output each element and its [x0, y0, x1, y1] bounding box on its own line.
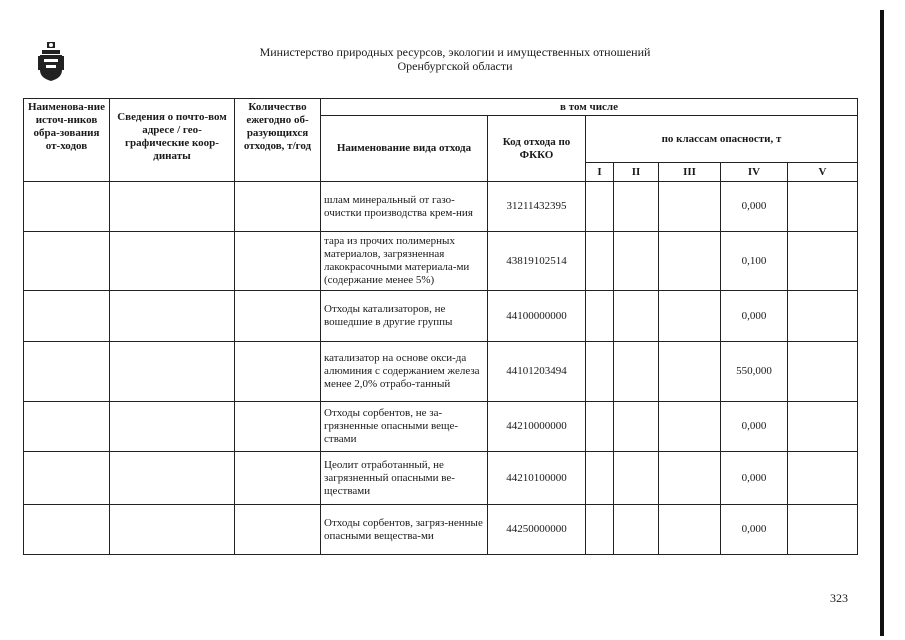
class-iv-value: 0,000 — [721, 402, 788, 452]
waste-name: Цеолит отработанный, не загрязненный опасными ве-ществами — [321, 452, 488, 505]
header-class-iii: III — [659, 163, 721, 182]
table-row — [24, 182, 858, 232]
header-quantity: Количество ежегодно об-разующихся отходов, т/год — [235, 99, 321, 182]
header-waste-name: Наименование вида отхода — [321, 116, 488, 182]
header-class-v: V — [788, 163, 858, 182]
header-source: Наименова-ние источ-ников обра-зования от-ходов — [24, 99, 110, 182]
header-address: Сведения о почто-вом адресе / гео-графические коор-динаты — [110, 99, 235, 182]
header-including: в том числе — [321, 99, 858, 116]
table-row — [24, 452, 858, 505]
waste-name: шлам минеральный от газо-очистки производства крем-ния — [321, 182, 488, 232]
table-row — [24, 232, 858, 291]
header-class-ii: II — [614, 163, 659, 182]
region-name: Оренбургской области — [397, 59, 513, 73]
class-iv-value: 0,000 — [721, 291, 788, 342]
header-hazard-classes: по классам опасности, т — [586, 116, 858, 163]
document-header — [150, 45, 760, 73]
waste-table — [23, 98, 858, 555]
page-edge-rule — [880, 10, 884, 636]
fkko-code: 31211432395 — [488, 182, 586, 232]
table-row — [24, 342, 858, 402]
header-class-i: I — [586, 163, 614, 182]
fkko-code: 43819102514 — [488, 232, 586, 291]
fkko-code: 44210000000 — [488, 402, 586, 452]
coat-of-arms-icon — [38, 42, 64, 82]
waste-name: Отходы сорбентов, не за-грязненные опасными веще-ствами — [321, 402, 488, 452]
header-fkko-code: Код отхода по ФККО — [488, 116, 586, 182]
waste-name: Отходы катализаторов, не вошедшие в другие группы — [321, 291, 488, 342]
ministry-name: Министерство природных ресурсов, экологии и имущественных отношений — [259, 45, 651, 59]
waste-name: катализатор на основе окси-да алюминия с содержанием железа менее 2,0% отрабо-танный — [321, 342, 488, 402]
class-iv-value: 0,000 — [721, 182, 788, 232]
page-number: 323 — [830, 591, 848, 605]
fkko-code: 44101203494 — [488, 342, 586, 402]
class-iv-value: 550,000 — [721, 342, 788, 402]
waste-name: Отходы сорбентов, загряз-ненные опасными вещества-ми — [321, 505, 488, 555]
class-iv-value: 0,000 — [721, 505, 788, 555]
table-row — [24, 402, 858, 452]
class-iv-value: 0,000 — [721, 452, 788, 505]
table-row — [24, 291, 858, 342]
header-class-iv: IV — [721, 163, 788, 182]
fkko-code: 44100000000 — [488, 291, 586, 342]
fkko-code: 44210100000 — [488, 452, 586, 505]
table-row — [24, 505, 858, 555]
class-iv-value: 0,100 — [721, 232, 788, 291]
fkko-code: 44250000000 — [488, 505, 586, 555]
waste-name: тара из прочих полимерных материалов, загрязненная лакокрасочными материала-ми (содержание менее 5%) — [321, 232, 488, 291]
